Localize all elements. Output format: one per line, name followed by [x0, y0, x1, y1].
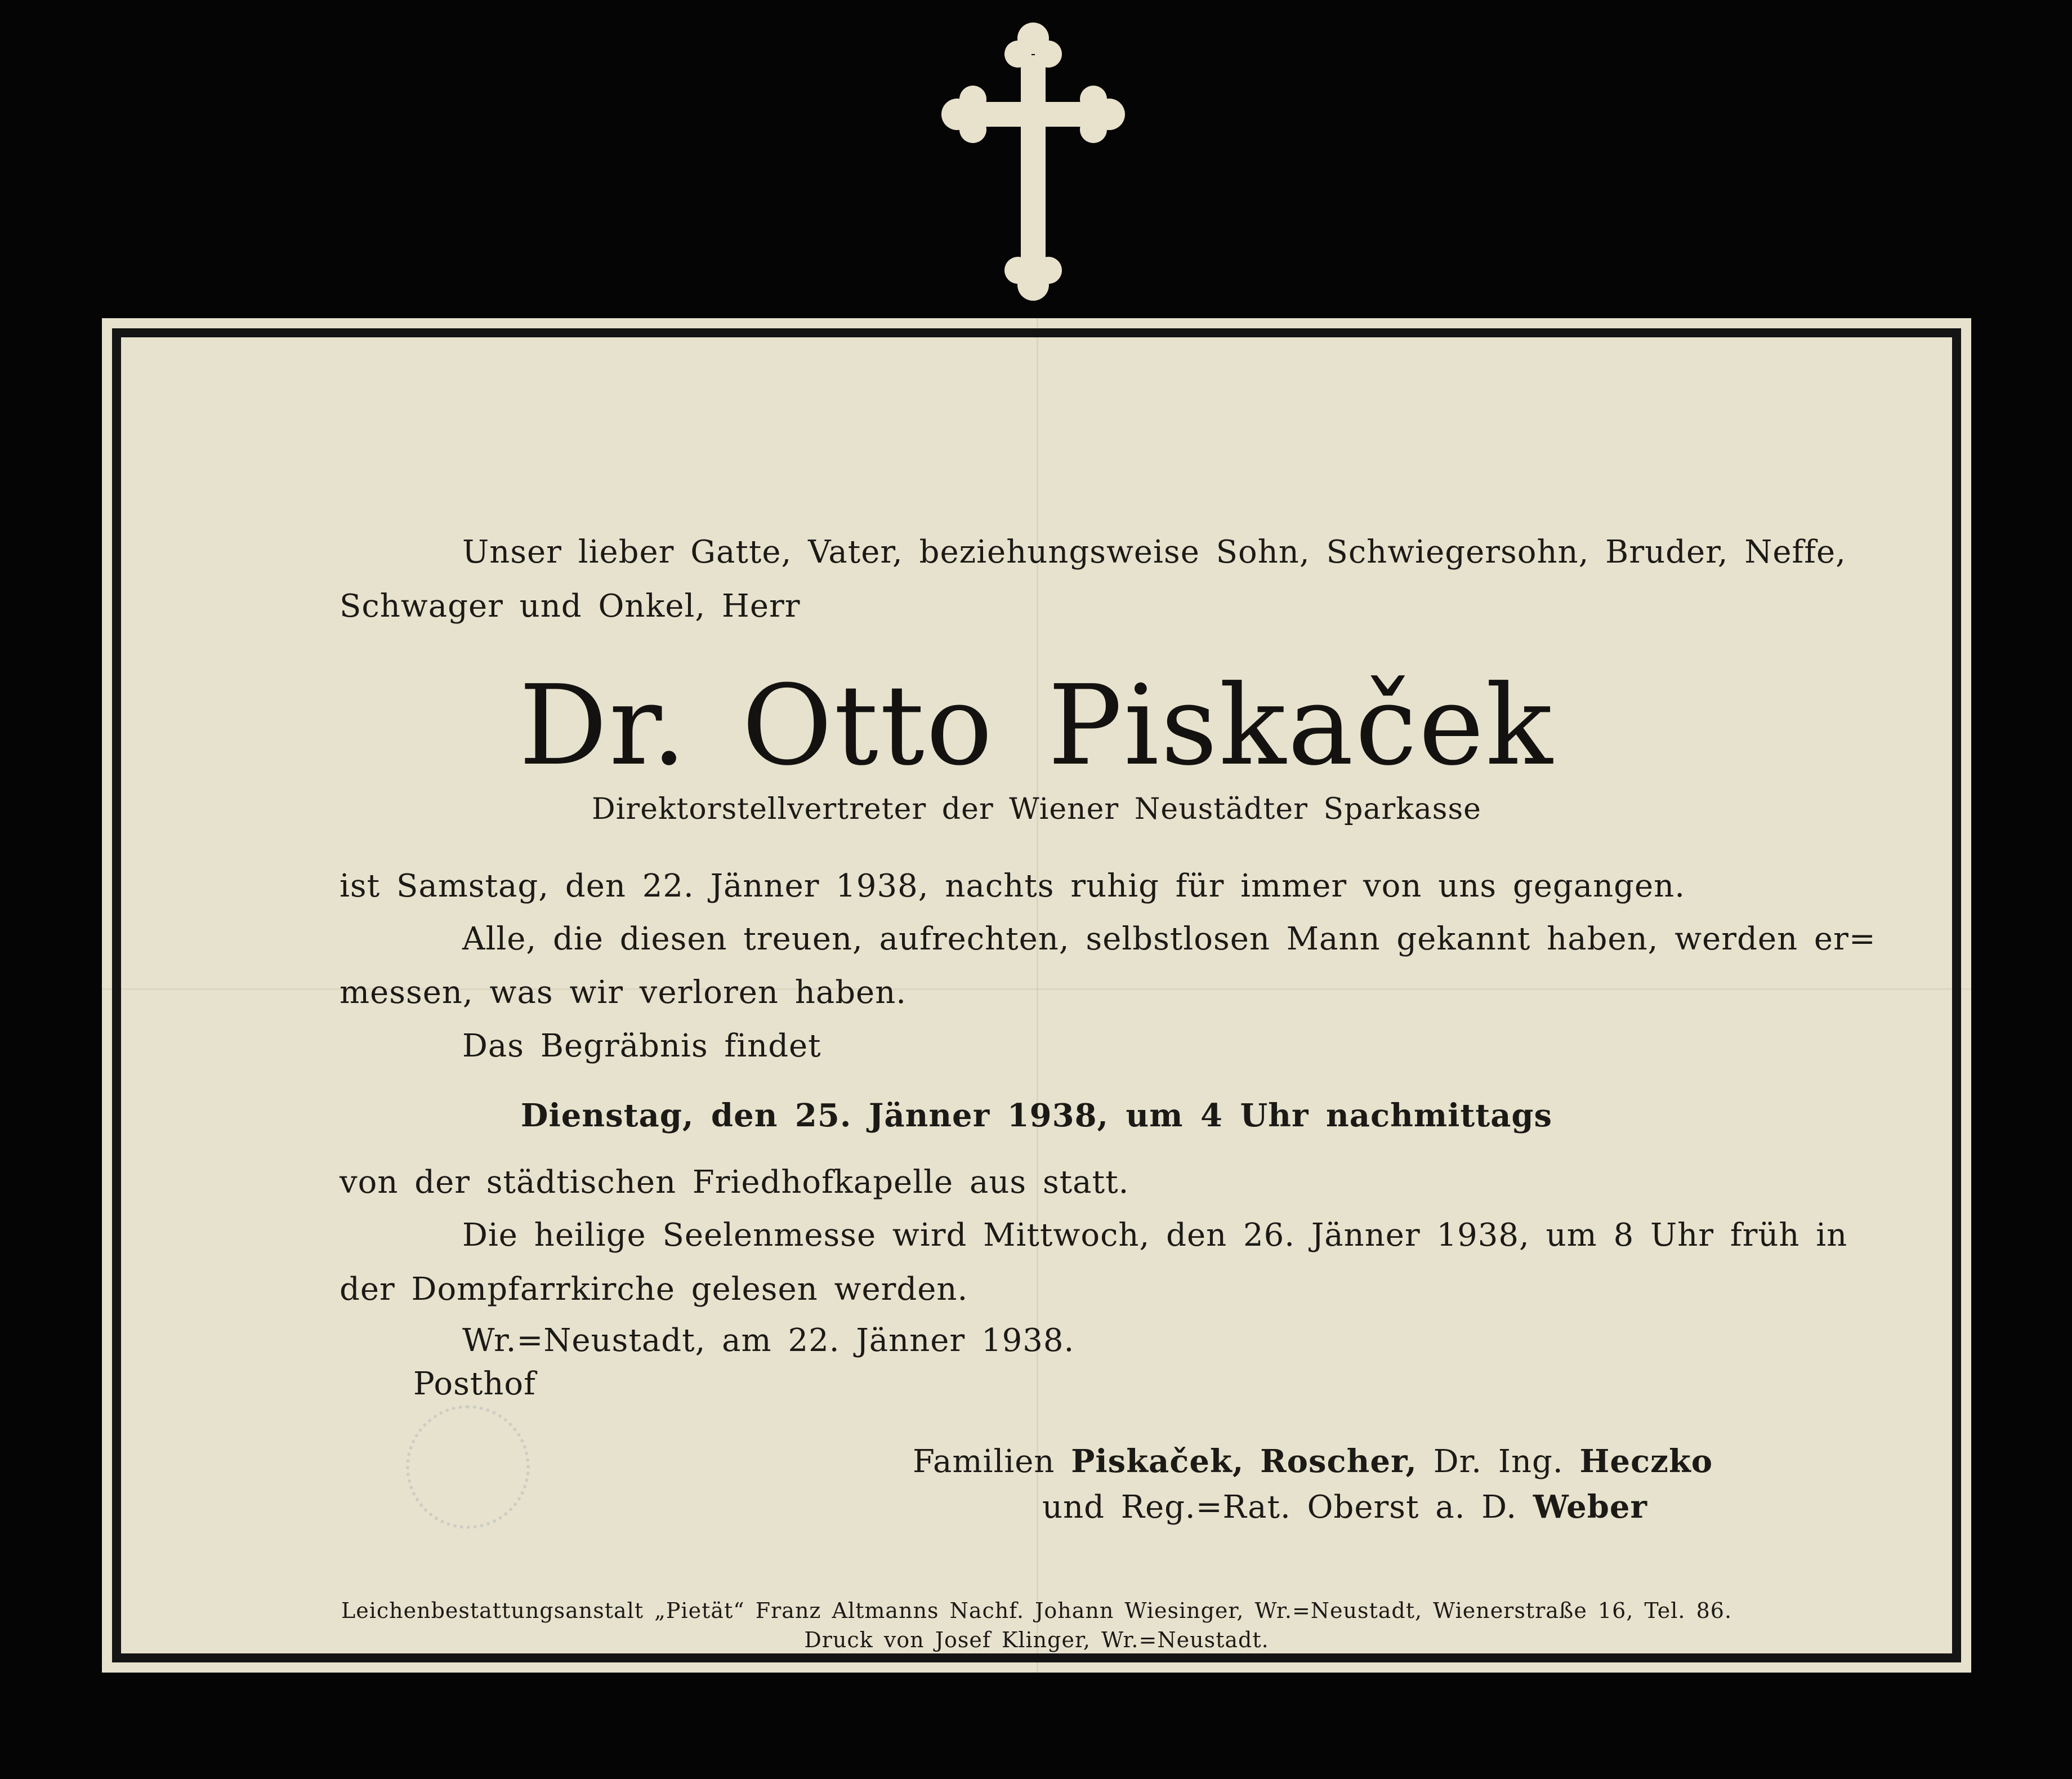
footer-undertaker: Leichenbestattungsanstalt „Pietät“ Franz Altmanns Nachf. Johann Wiesinger, Wr.=Neustadt, Wienerstraße 16, Tel. 86.: [341, 1598, 1732, 1623]
place-sub: Posthof: [413, 1366, 536, 1402]
obituary-card: [102, 318, 1971, 1673]
family-name-heczko: Heczko: [1579, 1443, 1713, 1480]
funeral-date: Dienstag, den 25. Jänner 1938, um 4 Uhr nachmittags: [520, 1097, 1553, 1134]
deceased-name: Dr. Otto Piskaček: [519, 662, 1555, 790]
signature-title: Dr. Ing.: [1433, 1443, 1564, 1480]
mass-line-2: der Dompfarrkirche gelesen werden.: [340, 1271, 968, 1308]
signature-line-1: [913, 1443, 1713, 1480]
signature-line-2-prefix: und Reg.=Rat. Oberst a. D.: [1042, 1489, 1517, 1526]
signature-prefix: Familien: [913, 1443, 1055, 1480]
intro-line-2: Schwager und Onkel, Herr: [340, 588, 801, 625]
memory-line-1: Alle, die diesen treuen, aufrechten, selbstlosen Mann gekannt haben, werden er=: [462, 921, 1876, 957]
memory-line-2: messen, was wir verloren haben.: [340, 974, 907, 1011]
family-name-weber: Weber: [1533, 1488, 1648, 1526]
family-name-roscher: Roscher,: [1260, 1443, 1417, 1480]
intro-line-1: Unser lieber Gatte, Vater, beziehungsweise Sohn, Schwiegersohn, Bruder, Neffe,: [462, 534, 1846, 570]
family-name-piskacek: Piskaček,: [1071, 1443, 1244, 1480]
funeral-place: von der städtischen Friedhofkapelle aus statt.: [340, 1164, 1129, 1201]
funeral-intro: Das Begräbnis findet: [462, 1028, 821, 1064]
mass-line-1: Die heilige Seelenmesse wird Mittwoch, den 26. Jänner 1938, um 8 Uhr früh in: [462, 1217, 1848, 1254]
deceased-title: Direktorstellvertreter der Wiener Neustädter Sparkasse: [592, 792, 1481, 826]
footer-printer: Druck von Josef Klinger, Wr.=Neustadt.: [804, 1628, 1269, 1652]
death-line: ist Samstag, den 22. Jänner 1938, nachts ruhig für immer von uns gegangen.: [340, 868, 1686, 904]
budded-cross-icon: [940, 21, 1126, 303]
signature-line-2: [1042, 1488, 1648, 1526]
place-date: Wr.=Neustadt, am 22. Jänner 1938.: [462, 1322, 1075, 1359]
